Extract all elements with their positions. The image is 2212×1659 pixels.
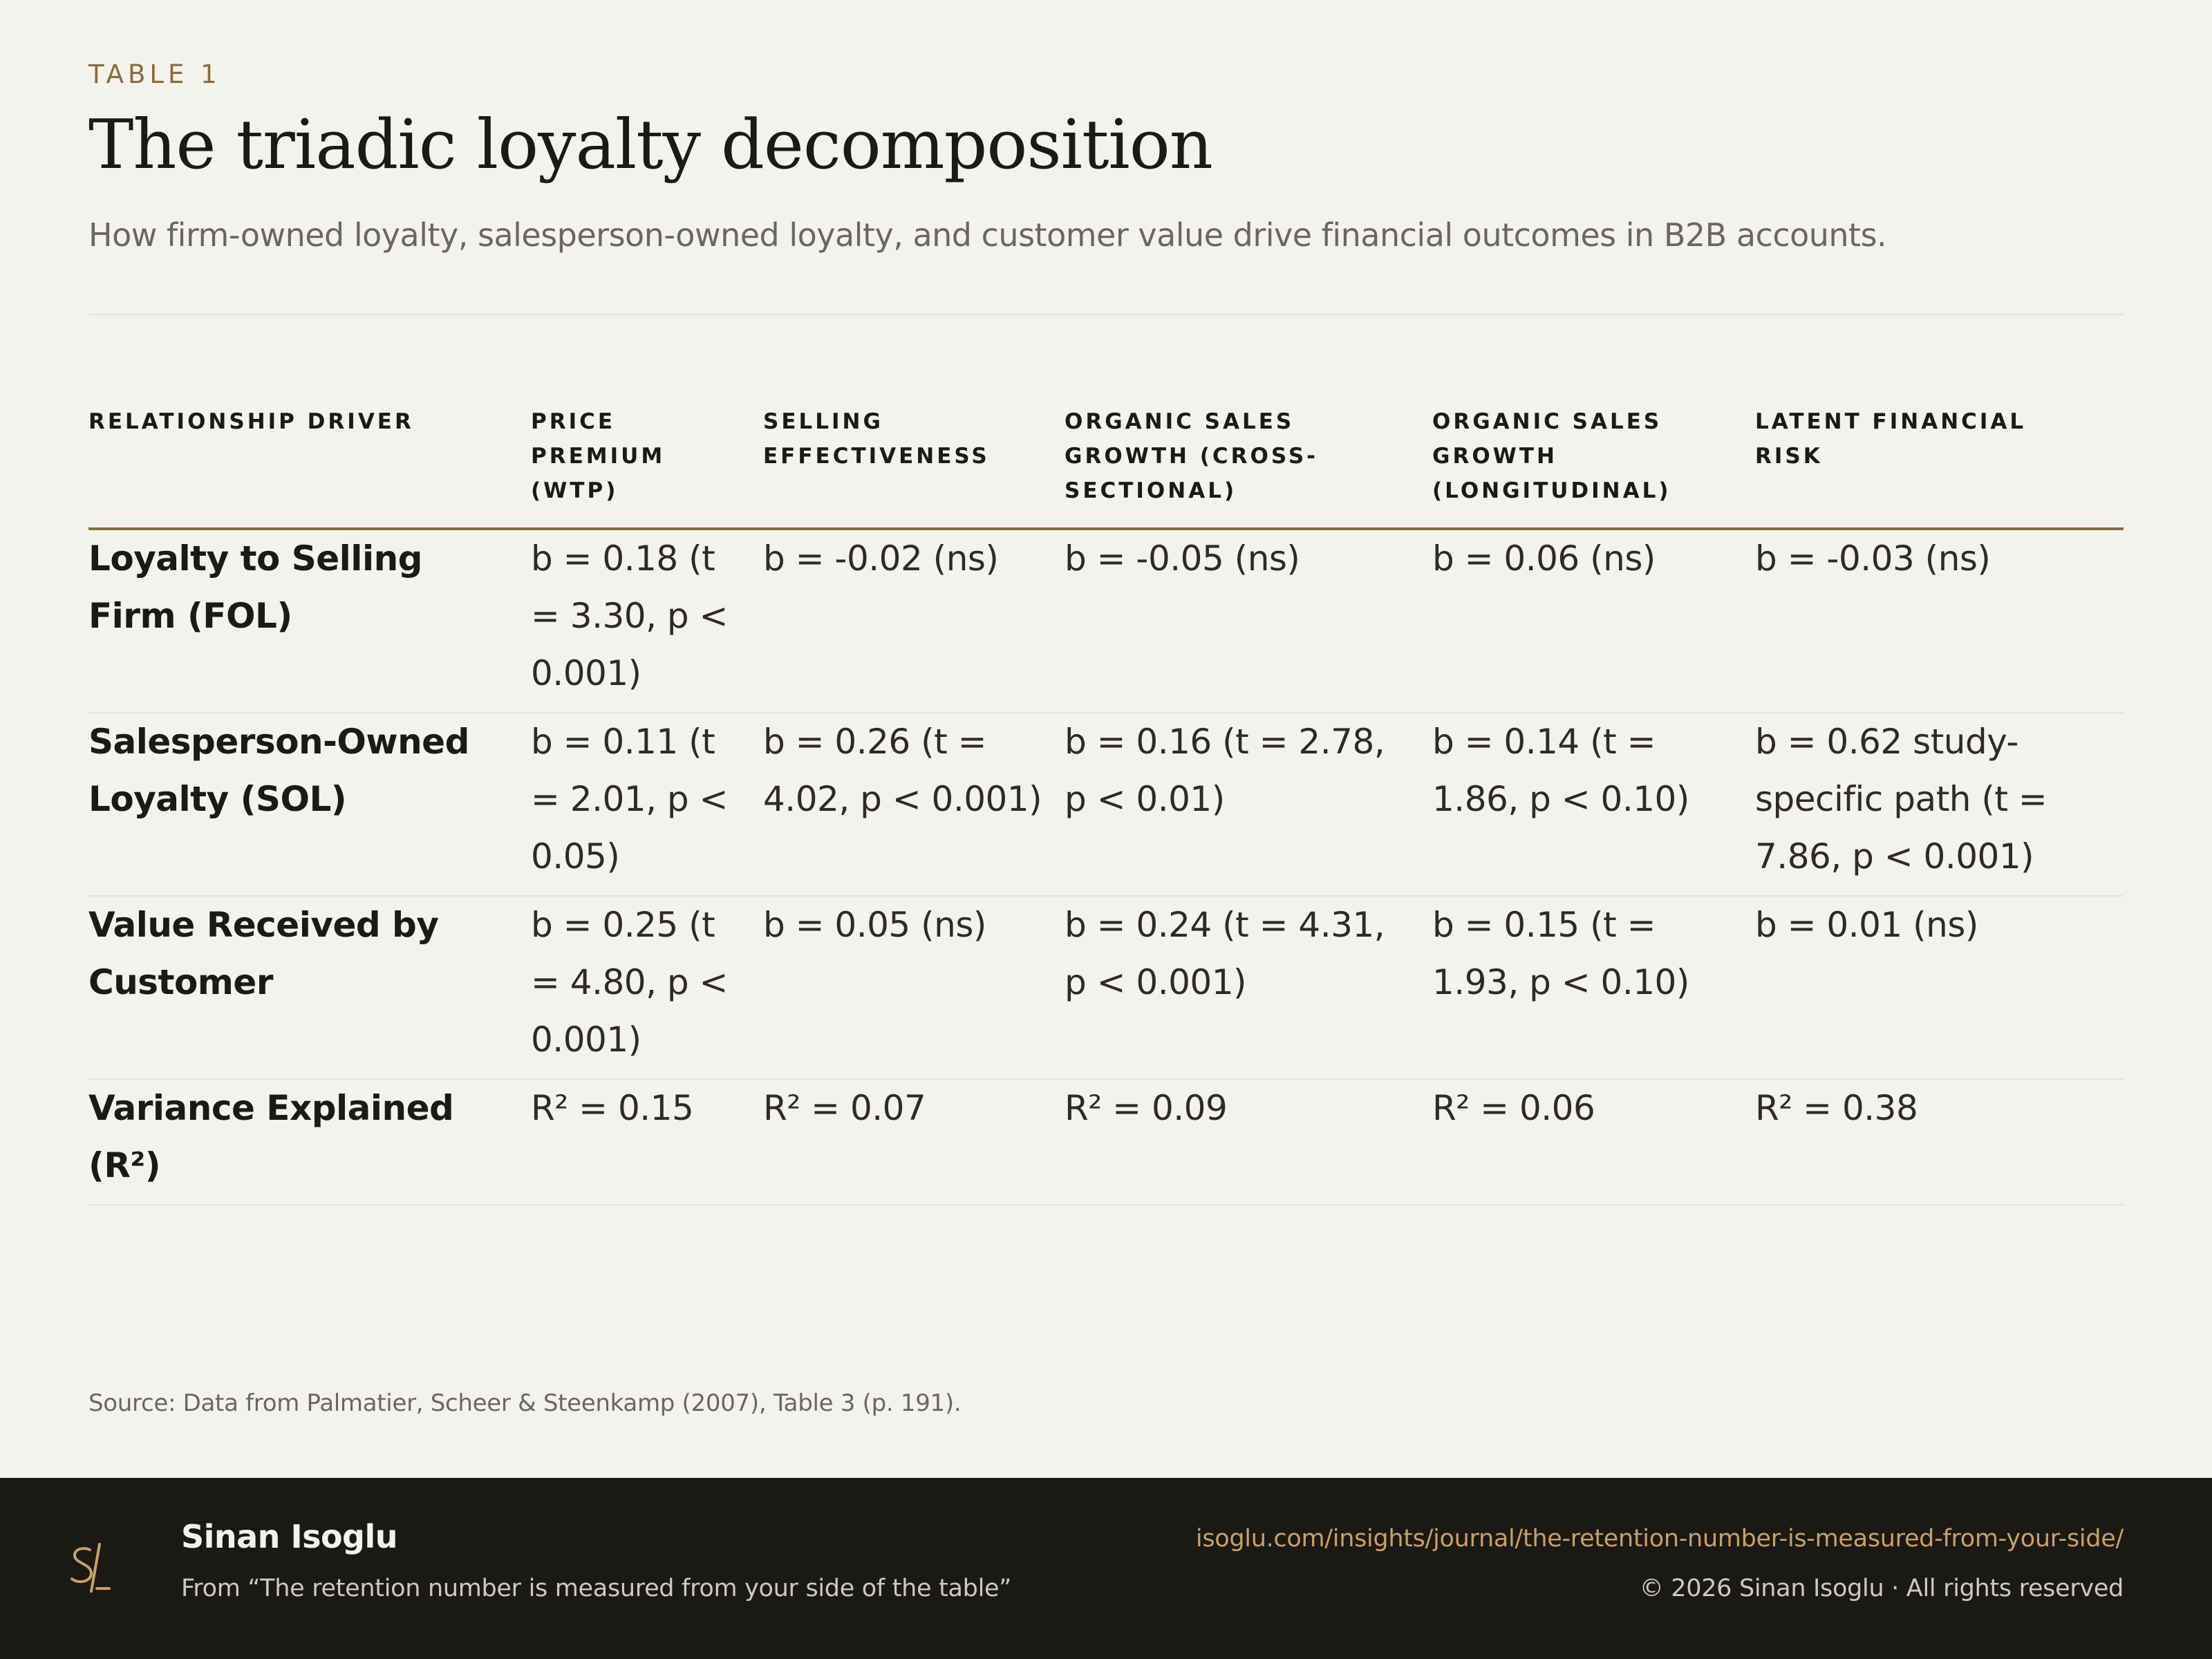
table-row — [88, 896, 2124, 1079]
table-cell: b = 0.01 (ns) — [1755, 896, 2124, 1079]
table-cell: R² = 0.38 — [1755, 1079, 2124, 1205]
table-cell: b = 0.14 (t = 1.86, p < 0.10) — [1432, 713, 1755, 896]
column-header: PRICE PREMIUM (WTP) — [531, 404, 763, 529]
table-cell: b = 0.62 study-specific path (t = 7.86, p < 0.001) — [1755, 713, 2124, 896]
row-driver: Value Received by Customer — [88, 896, 531, 1079]
table-cell: R² = 0.15 — [531, 1079, 763, 1205]
table-cell: b = 0.25 (t = 4.80, p < 0.001) — [531, 896, 763, 1079]
page-title: The triadic loyalty decomposition — [88, 106, 1212, 185]
column-header: ORGANIC SALES GROWTH (CROSS-SECTIONAL) — [1065, 404, 1432, 529]
table-label: TABLE 1 — [88, 59, 221, 89]
table-cell: b = 0.11 (t = 2.01, p < 0.05) — [531, 713, 763, 896]
results-table — [88, 404, 2124, 1206]
column-header: SELLING EFFECTIVENESS — [763, 404, 1065, 529]
table-header-row — [88, 404, 2124, 529]
table-cell: b = 0.18 (t = 3.30, p < 0.001) — [531, 529, 763, 713]
si-monogram-icon — [64, 1540, 119, 1595]
copyright-notice: © 2026 Sinan Isoglu · All rights reserved — [1639, 1575, 2124, 1602]
row-driver: Loyalty to Selling Firm (FOL) — [88, 529, 531, 713]
table-cell: b = -0.05 (ns) — [1065, 529, 1432, 713]
column-header: RELATIONSHIP DRIVER — [88, 404, 531, 529]
row-driver: Salesperson-Owned Loyalty (SOL) — [88, 713, 531, 896]
row-driver: Variance Explained (R²) — [88, 1079, 531, 1205]
source-note: Source: Data from Palmatier, Scheer & Steenkamp (2007), Table 3 (p. 191). — [88, 1389, 962, 1417]
table-cell: b = -0.03 (ns) — [1755, 529, 2124, 713]
table-cell: R² = 0.06 — [1432, 1079, 1755, 1205]
table-cell: b = 0.05 (ns) — [763, 896, 1065, 1079]
column-header: LATENT FINANCIAL RISK — [1755, 404, 2124, 529]
header-divider — [88, 314, 2124, 315]
table-cell: b = 0.26 (t = 4.02, p < 0.001) — [763, 713, 1065, 896]
table-cell: R² = 0.09 — [1065, 1079, 1432, 1205]
author-name: Sinan Isoglu — [181, 1518, 397, 1555]
column-header: ORGANIC SALES GROWTH (LONGITUDINAL) — [1432, 404, 1755, 529]
table-cell: R² = 0.07 — [763, 1079, 1065, 1205]
table-cell: b = 0.24 (t = 4.31, p < 0.001) — [1065, 896, 1432, 1079]
article-url-link[interactable]: isoglu.com/insights/journal/the-retention-number-is-measured-from-your-side/ — [1195, 1525, 2124, 1553]
table-row — [88, 529, 2124, 713]
table-cell: b = 0.06 (ns) — [1432, 529, 1755, 713]
footer — [0, 1478, 2212, 1659]
table-cell: b = 0.15 (t = 1.93, p < 0.10) — [1432, 896, 1755, 1079]
table-cell: b = 0.16 (t = 2.78, p < 0.01) — [1065, 713, 1432, 896]
page-subtitle: How firm-owned loyalty, salesperson-owned loyalty, and customer value drive financial outcomes in B2B accounts. — [88, 216, 1887, 254]
table-cell: b = -0.02 (ns) — [763, 529, 1065, 713]
table-row — [88, 713, 2124, 896]
table-row — [88, 1079, 2124, 1205]
article-reference: From “The retention number is measured from your side of the table” — [181, 1575, 1012, 1602]
